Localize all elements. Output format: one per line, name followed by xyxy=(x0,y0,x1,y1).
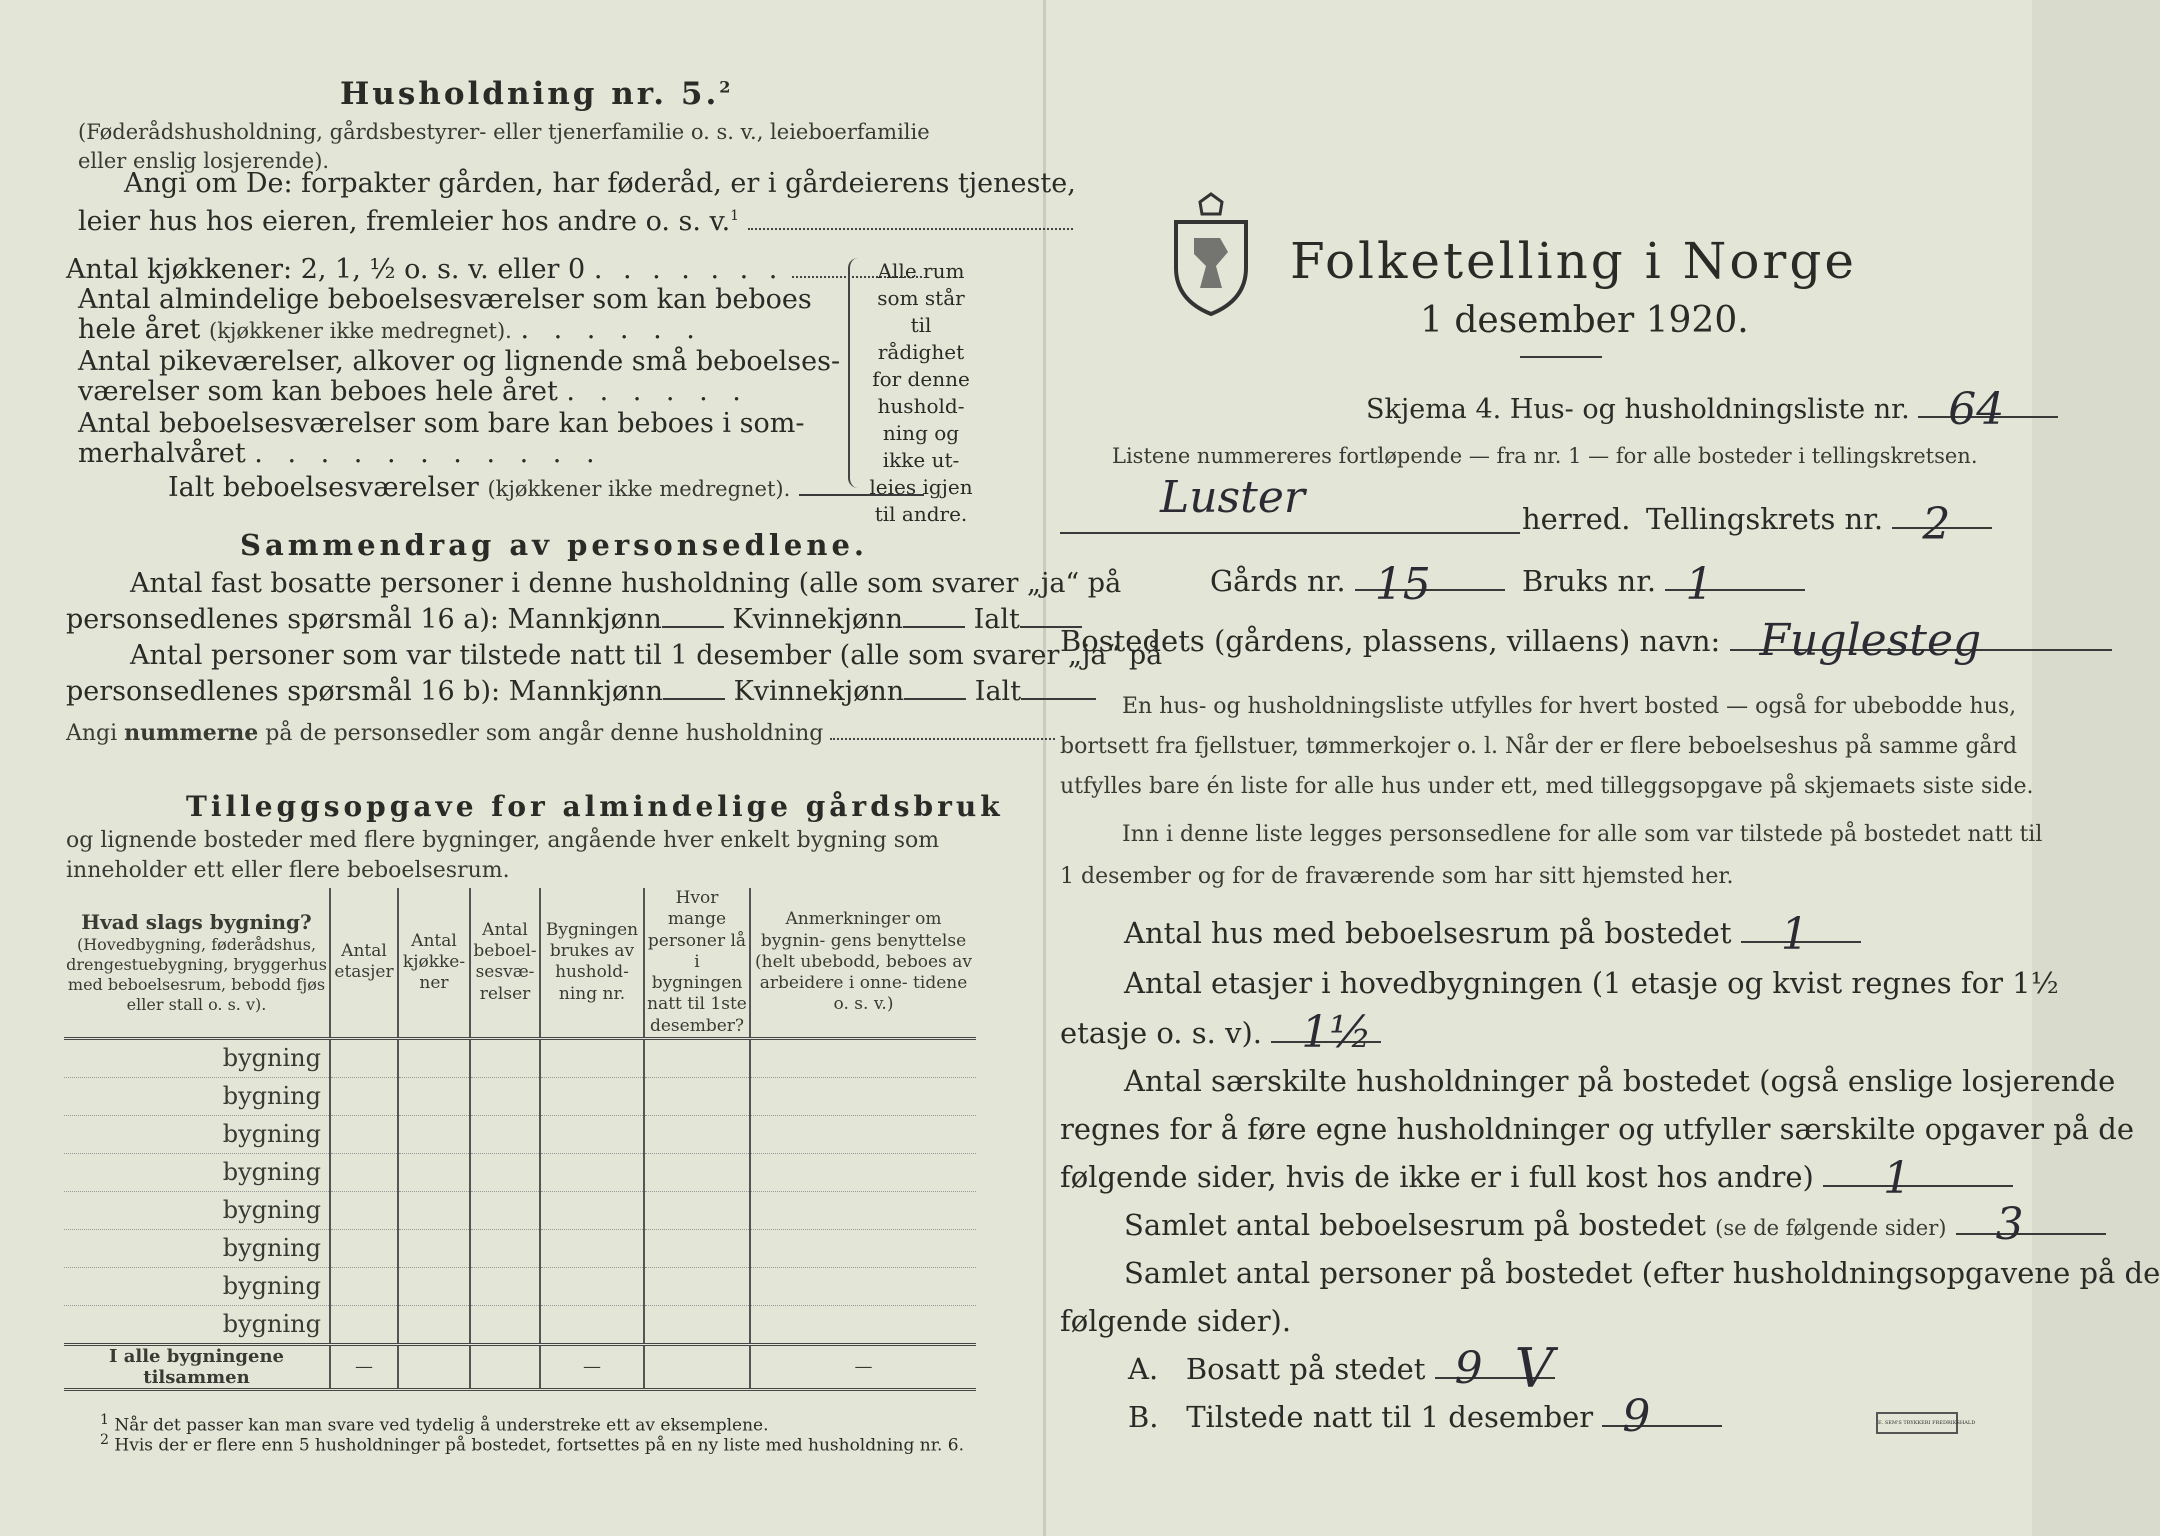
bosatt-value: 9 xyxy=(1454,1343,1483,1394)
angi-nummerne: Angi nummerne på de personsedler som angår denne husholdning xyxy=(66,720,1055,746)
buildings-table xyxy=(64,888,976,1391)
table-header-row xyxy=(64,888,976,1038)
etasjer-line-a: Antal etasjer i hovedbygningen (1 etasje og kvist regnes for 1½ xyxy=(1124,966,2059,1000)
tillegg-subtext: og lignende bosteder med flere bygninger, angående hver enkelt bygning som inneholder ett eller flere beboelsesrum. xyxy=(66,828,940,883)
instructions-2b: 1 desember og for de fraværende som har sitt hjemsted her. xyxy=(1060,864,1734,889)
col-header-floors: Antal etasjer xyxy=(330,888,398,1038)
col-header-rooms: Antal beboel- sesvæ- relser xyxy=(470,888,540,1038)
form-title: Folketelling i Norge xyxy=(1290,232,1857,290)
tillegg-heading: Tilleggsopgave for almindelige gårdsbruk xyxy=(186,790,1004,823)
instructions-2a: Inn i denne liste legges personsedlene for alle som var tilstede på bostedet natt til xyxy=(1122,822,2043,847)
instructions-1a: En hus- og husholdningsliste utfylles for hvert bosted — også for ubebodde hus, xyxy=(1122,694,2017,719)
footnote-1: $^1$ Når det passer kan man svare ved tydelig å understreke ett av eksemplene. xyxy=(100,1412,769,1436)
rooms-line-2: Antal almindelige beboelsesværelser som kan beboes xyxy=(78,284,812,315)
rooms-line-3: hele året (kjøkkener ikke medregnet). . . . . . . xyxy=(78,314,703,345)
table-row: bygning xyxy=(64,1229,976,1267)
household-heading: Husholdning nr. 5.$^2$ xyxy=(340,76,734,112)
saerskilte-c: følgende sider, hvis de ikke er i full kost hos andre) 1 xyxy=(1060,1160,2013,1194)
etasjer-line-b: etasje o. s. v). 1½ xyxy=(1060,1016,1381,1050)
summary-heading: Sammendrag av personsedlene. xyxy=(240,528,869,562)
col-header-household-nr: Bygningen brukes av hushold- ning nr. xyxy=(540,888,644,1038)
gards-line: Gårds nr. 15 xyxy=(1210,564,1505,598)
household-intro: (Føderådshusholdning, gårdsbestyrer- eller tjenerfamilie o. s. v., leieboerfamilie eller enslig losjerende). xyxy=(78,120,930,173)
table-row: bygning xyxy=(64,1191,976,1229)
rooms-brace xyxy=(848,258,864,488)
herred-value: Luster xyxy=(1160,472,1305,523)
table-row: bygning xyxy=(64,1038,976,1077)
col-header-kitchens: Antal kjøkke- ner xyxy=(398,888,470,1038)
samlet-rum-line: Samlet antal beboelsesrum på bostedet (se de følgende sider) 3 xyxy=(1124,1208,2106,1242)
col-header-remarks: Anmerkninger om bygnin- gens benyttelse (helt ubebodd, beboes av arbeidere i onne- tidene o. s. v.) xyxy=(750,888,976,1038)
tilstede-line: B. Tilstede natt til 1 desember 9 xyxy=(1128,1400,1722,1434)
bosatt-checkmark: V xyxy=(1514,1337,1554,1400)
samlet-rum-value: 3 xyxy=(1995,1199,2024,1250)
instructions-1b: bortsett fra fjellstuer, tømmerkojer o. l. Når der er flere beboelseshus på samme gård xyxy=(1060,734,2018,759)
table-row: bygning xyxy=(64,1305,976,1344)
samlet-pers-a: Samlet antal personer på bostedet (efter husholdningsopgavene på de xyxy=(1124,1256,2160,1290)
summary-p2-b: personsedlenes spørsmål 16 b): Mannkjønn Kvinnekjønn Ialt xyxy=(66,676,1096,707)
rooms-line-7: merhalvåret . . . . . . . . . . . xyxy=(78,438,603,469)
bruks-value: 1 xyxy=(1685,559,1714,610)
table-total-row: I alle bygningene tilsammen — — — xyxy=(64,1344,976,1389)
rooms-line-5: værelser som kan beboes hele året . . . . . . xyxy=(78,376,749,407)
bruks-line: Bruks nr. 1 xyxy=(1522,564,1805,598)
hus-value: 1 xyxy=(1780,909,1809,960)
table-row: bygning xyxy=(64,1267,976,1305)
kitchens-line: Antal kjøkkener: 2, 1, ½ o. s. v. eller 0 . . . . . . . xyxy=(66,254,922,285)
tilstede-value: 9 xyxy=(1622,1391,1651,1442)
skjema-line: Skjema 4. Hus- og husholdningsliste nr. 64 xyxy=(1366,394,2058,425)
listene-note: Listene nummereres fortløpende — fra nr. 1 — for alle bosteder i tellingskretsen. xyxy=(1112,444,1978,468)
rooms-line-6: Antal beboelsesværelser som bare kan beboes i som- xyxy=(78,408,805,439)
gards-value: 15 xyxy=(1374,559,1431,610)
rooms-total-line: Ialt beboelsesværelser (kjøkkener ikke medregnet). xyxy=(168,472,924,503)
bosatt-line: A. Bosatt på stedet 9 V xyxy=(1128,1337,1554,1400)
instructions-1c: utfylles bare én liste for alle hus under ett, med tilleggsopgave på skjemaets siste side. xyxy=(1060,774,2034,799)
saerskilte-b: regnes for å føre egne husholdninger og utfyller særskilte opgaver på de xyxy=(1060,1112,2135,1146)
table-row: bygning xyxy=(64,1153,976,1191)
skjema-value: 64 xyxy=(1948,384,2005,435)
footnote-2: $^2$ Hvis der er flere enn 5 husholdninger på bostedet, fortsettes på en ny liste med husholdning nr. 6. xyxy=(100,1432,964,1456)
table-row: bygning xyxy=(64,1115,976,1153)
form-date: 1 desember 1920. xyxy=(1420,300,1749,341)
angi-line-2: leier hus hos eieren, fremleier hos andre o. s. v.$^1$ xyxy=(78,206,1073,237)
col-header-persons: Hvor mange personer lå i bygningen natt til 1ste desember? xyxy=(644,888,750,1038)
summary-p1-b: personsedlenes spørsmål 16 a): Mannkjønn Kvinnekjønn Ialt xyxy=(66,604,1082,635)
title-divider xyxy=(1520,356,1602,358)
saerskilte-value: 1 xyxy=(1883,1153,1912,1204)
tellingskrets-value: 2 xyxy=(1922,499,1951,550)
bosted-value: Fuglesteg xyxy=(1759,615,1982,666)
tellingskrets-line: Tellingskrets nr. 2 xyxy=(1646,502,1992,536)
samlet-pers-b: følgende sider). xyxy=(1060,1304,1292,1338)
table-row: bygning xyxy=(64,1077,976,1115)
norway-coat-of-arms-icon xyxy=(1170,192,1252,318)
rooms-line-4: Antal pikeværelser, alkover og lignende små beboelses- xyxy=(78,346,841,377)
angi-line-1: Angi om De: forpakter gården, har føderåd, er i gårdeierens tjeneste, xyxy=(124,168,1076,199)
bosted-line: Bostedets (gårdens, plassens, villaens) navn: Fuglesteg xyxy=(1060,624,2112,658)
herred-label: herred. xyxy=(1522,502,1631,536)
saerskilte-a: Antal særskilte husholdninger på bostedet (også enslige losjerende xyxy=(1124,1064,2116,1098)
etasjer-value: 1½ xyxy=(1301,1007,1372,1058)
summary-p2-a: Antal personer som var tilstede natt til 1 desember (alle som svarer „ja“ på xyxy=(130,640,1163,671)
col-header-building-type: Hvad slags bygning? (Hovedbygning, føderådshus, drengestuebygning, bryggerhus med beboelsesrum, bebodd fjøs eller stall o. s. v). xyxy=(64,888,330,1038)
herred-field xyxy=(1060,472,1520,534)
summary-p1-a: Antal fast bosatte personer i denne husholdning (alle som svarer „ja“ på xyxy=(130,568,1122,599)
printer-mark: E. SEM'S TRYKKERI FREDRIKSHALD xyxy=(1876,1412,1958,1434)
rooms-side-note: Alle rum som står til rådighet for denne hushold- ning og ikke ut- leies igjen til andre. xyxy=(869,259,973,526)
hus-line: Antal hus med beboelsesrum på bostedet 1 xyxy=(1124,916,1861,950)
